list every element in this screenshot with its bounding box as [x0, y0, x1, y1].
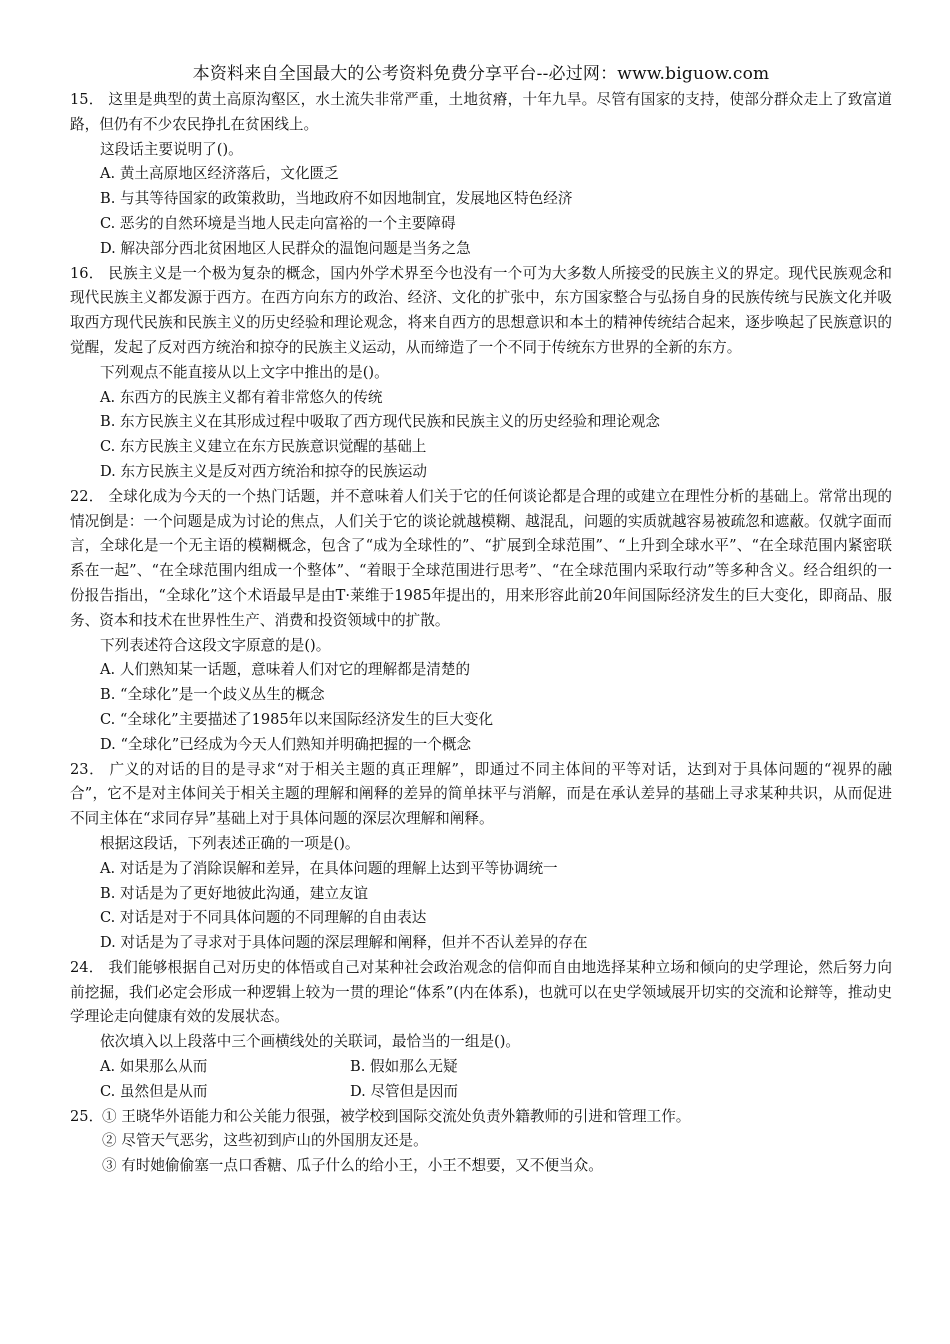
option-b: B. 与其等待国家的政策救助，当地政府不如因地制宜，发展地区特色经济	[100, 190, 573, 208]
option-d: D. “全球化”已经成为今天人们熟知并明确把握的一个概念	[100, 735, 472, 753]
question-stem: 下列观点不能直接从以上文字中推出的是()。	[100, 363, 389, 381]
option-a: A. 黄土高原地区经济落后，文化匮乏	[100, 165, 339, 183]
question-passage: 24． 我们能够根据自己对历史的体悟或自己对某种社会政治观念的信仰而自由地选择某种立场和倾向的史学理论，然后努力向前挖掘，我们必定会形成一种逻辑上较为一贯的理论“体系”(内在体系)，也就可以在史学领域展开切实的交流和论辩等，推动史学理论走向健康有效的发展状态。	[70, 958, 892, 1026]
option-d: D. 对话是为了寻求对于具体问题的深层理解和阐释，但并不否认差异的存在	[100, 934, 588, 952]
option-d: D. 解决部分西北贫困地区人民群众的温饱问题是当务之急	[100, 239, 471, 257]
option-c: C. “全球化”主要描述了1985年以来国际经济发生的巨大变化	[100, 710, 494, 728]
option-row	[70, 1080, 892, 1105]
question-passage: 15． 这里是典型的黄土高原沟壑区，水土流失非常严重，土地贫瘠，十年九旱。尽管有国家的支持，使部分群众走上了致富道路，但仍有不少农民挣扎在贫困线上。	[70, 91, 892, 133]
option-a: A. 对话是为了消除误解和差异，在具体问题的理解上达到平等协调统一	[100, 859, 558, 877]
option-b: B. 对话是为了更好地彼此沟通，建立友谊	[100, 884, 369, 902]
option-a: A. 东西方的民族主义都有着非常悠久的传统	[100, 388, 383, 406]
question-16	[70, 262, 892, 485]
question-23	[70, 758, 892, 956]
option-b: B. 东方民族主义在其形成过程中吸取了西方现代民族和民族主义的历史经验和理论观念	[100, 413, 660, 431]
sentence-1: ① 王晓华外语能力和公关能力很强，被学校到国际交流处负责外籍教师的引进和管理工作。	[102, 1107, 691, 1125]
page-header: 本资料来自全国最大的公考资料免费分享平台--必过网：www.biguow.com	[192, 64, 770, 84]
option-d: D. 东方民族主义是反对西方统治和掠夺的民族运动	[100, 462, 427, 480]
option-row	[70, 1055, 892, 1080]
question-passage: 23． 广义的对话的目的是寻求“对于相关主题的真正理解”，即通过不同主体间的平等对话，达到对于具体问题的“视界的融合”，它不是对主体间关于相关主题的理解和阐释的差异的简单抹平与消解，而是在承认差异的基础上寻求某种共识，从而促进不同主体在“求同存异”基础上对于具体问题的深层次理解和阐释。	[70, 760, 892, 828]
question-passage: 22． 全球化成为今天的一个热门话题，并不意味着人们关于它的任何谈论都是合理的或建立在理性分析的基础上。常常出现的情况倒是：一个问题是成为讨论的焦点，人们关于它的谈论就越模糊、越混乱，问题的实质就越容易被疏忽和遮蔽。仅就字面而言，全球化是一个无主语的模糊概念，包含了“成为全球性的”、“扩展到全球范围”、“上升到全球水平”、“在全球范围内紧密联系在一起”、“在全球范围内组成一个整体”、“着眼于全球范围进行思考”、“在全球范围内采取行动”等多种含义。经合组织的一份报告指出，“全球化”这个术语最早是由T·莱维于1985年提出的，用来形容此前20年间国际经济发生的巨大变化，即商品、服务、资本和技术在世界性生产、消费和投资领域中的扩散。	[70, 487, 892, 629]
question-number: 25．	[70, 1107, 104, 1125]
option-c: C. 东方民族主义建立在东方民族意识觉醒的基础上	[100, 438, 427, 456]
option-a: A. 人们熟知某一话题，意味着人们对它的理解都是清楚的	[100, 661, 471, 679]
question-22	[70, 485, 892, 758]
question-stem: 下列表述符合这段文字原意的是()。	[100, 636, 331, 654]
question-passage: 16． 民族主义是一个极为复杂的概念，国内外学术界至今也没有一个可为大多数人所接受的民族主义的界定。现代民族观念和现代民族主义都发源于西方。在西方向东方的政治、经济、文化的扩张中，东方国家整合与弘扬自身的民族传统与民族文化并吸取西方现代民族和民族主义的历史经验和理论观念，将来自西方的思想意识和本土的精神传统结合起来，逐步唤起了民族意识的觉醒，发起了反对西方统治和掠夺的民族主义运动，从而缔造了一个不同于传统东方世界的全新的东方。	[70, 264, 892, 356]
question-stem: 这段话主要说明了()。	[100, 140, 243, 158]
option-b: B. “全球化”是一个歧义丛生的概念	[100, 686, 325, 704]
option-d: D. 尽管但是因而	[350, 1082, 459, 1100]
option-c: C. 虽然但是从而	[100, 1082, 208, 1100]
option-b: B. 假如那么无疑	[350, 1058, 458, 1076]
option-c: C. 恶劣的自然环境是当地人民走向富裕的一个主要障碍	[100, 214, 456, 232]
question-15	[70, 88, 892, 262]
sentence-3: ③ 有时她偷偷塞一点口香糖、瓜子什么的给小王，小王不想要，又不便当众。	[102, 1157, 603, 1175]
question-24	[70, 956, 892, 1105]
option-a: A. 如果那么从而	[100, 1058, 208, 1076]
question-25	[70, 1105, 892, 1179]
sentence-2: ② 尽管天气恶劣，这些初到庐山的外国朋友还是。	[102, 1132, 428, 1150]
question-stem: 依次填入以上段落中三个画横线处的关联词，最恰当的一组是()。	[100, 1033, 521, 1051]
question-stem: 根据这段话，下列表述正确的一项是()。	[100, 834, 360, 852]
option-c: C. 对话是对于不同具体问题的不同理解的自由表达	[100, 909, 427, 927]
